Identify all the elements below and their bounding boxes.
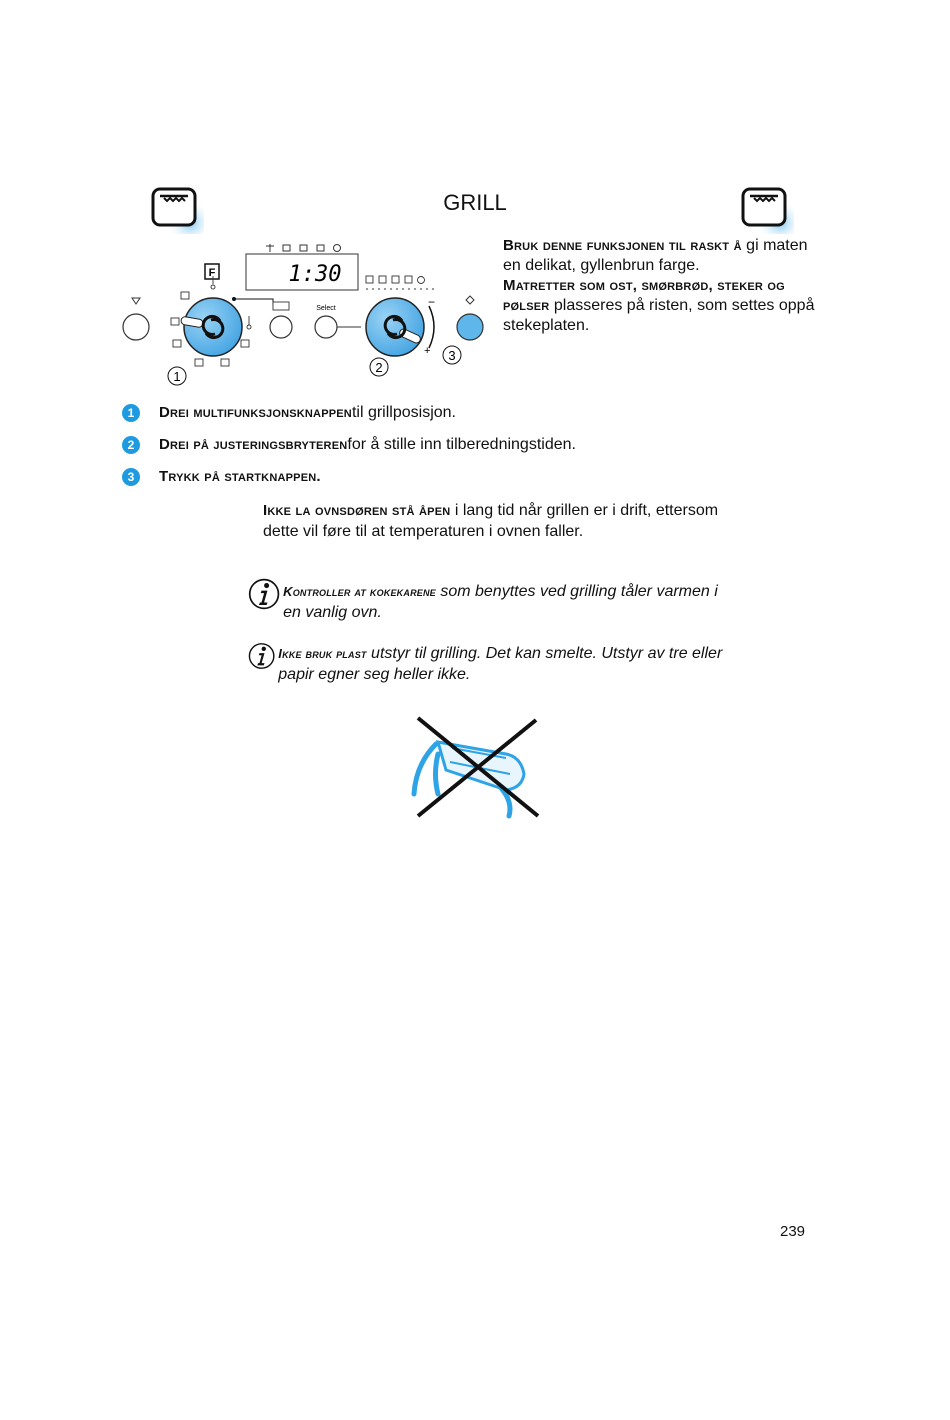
callout-3: 3: [448, 348, 456, 363]
callout-2: 2: [375, 360, 383, 375]
info-rest: som benyttes ved grilling tåler varmen i en vanlig ovn.: [283, 583, 718, 621]
info-rest: utstyr til grilling. Det kan smelte. Utstyr av tre eller papir egner seg heller ikke.: [278, 645, 723, 683]
callout-1: 1: [173, 369, 181, 384]
step-1: [122, 403, 456, 423]
intro-p1-caps: Bruk denne funksjonen til raskt å: [503, 237, 742, 254]
step-caps: Drei på justeringsbryteren: [159, 436, 348, 453]
start-button: [457, 314, 483, 340]
display-f-label: F: [208, 267, 216, 279]
step-number: 2: [122, 436, 140, 454]
step-3: [122, 467, 321, 487]
display-time: 1:30: [288, 262, 342, 287]
step-number: 3: [122, 468, 140, 486]
warning-rest: i lang tid når grillen er i drift, ettersom dette vil føre til at temperaturen i ovnen faller.: [263, 502, 719, 540]
info-caps: Ikke bruk plast: [278, 646, 367, 661]
info-note-2: [248, 637, 738, 685]
info-caps: Kontroller at kokekarene: [283, 584, 436, 599]
intro-text: [503, 236, 823, 336]
minus-label: −: [428, 295, 436, 309]
step-number: 1: [122, 404, 140, 422]
control-panel-illustration: [115, 236, 495, 396]
adjustment-knob: [366, 298, 424, 356]
warning-text: [263, 500, 733, 542]
step-caps: Drei multifunksjonsknappen: [159, 404, 352, 421]
info-icon: [248, 575, 280, 613]
warning-caps: Ikke la ovnsdøren stå åpen: [263, 502, 451, 519]
intro-p1-rest: gi maten en delikat, gyllenbrun farge.: [503, 237, 808, 274]
intro-p2-caps: Matretter som ost, smørbrød, steker og pølser: [503, 277, 785, 314]
info-note-1: [248, 575, 738, 623]
intro-p2-rest: plasseres på risten, som settes oppå stekeplaten.: [503, 297, 815, 334]
multifunction-knob: [184, 298, 242, 356]
plus-label: +: [424, 345, 431, 357]
page-number: 239: [780, 1223, 806, 1240]
no-plastic-illustration: [406, 714, 546, 820]
select-button: [315, 316, 337, 338]
step-2: [122, 435, 576, 455]
step-rest: til grillposisjon.: [351, 404, 456, 421]
info-icon: [248, 637, 275, 675]
standby-button: [123, 314, 149, 340]
select-label: Select: [316, 305, 336, 312]
step-rest: for å stille inn tilberedningstiden.: [347, 436, 576, 453]
page-title: GRILL: [443, 190, 507, 215]
step-caps: Trykk på startknappen.: [159, 468, 321, 485]
